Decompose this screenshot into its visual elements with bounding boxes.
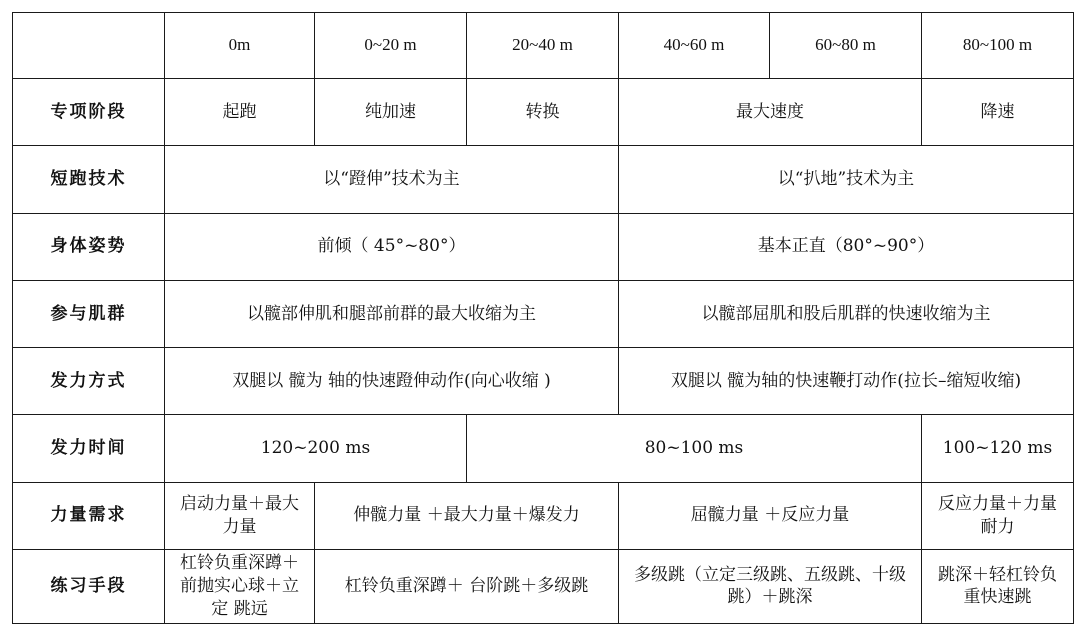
col-header-20-40m: 20~40 m: [467, 13, 619, 79]
posture-right-cell: 基本正直（80°~90°）: [619, 213, 1074, 280]
technique-row: [13, 146, 1074, 213]
col-header-0m: 0m: [165, 13, 315, 79]
technique-left-cell: 以“蹬伸”技术为主: [165, 146, 619, 213]
stage-decel-cell: 降速: [922, 79, 1074, 146]
training-c3-cell: 多级跳（立定三级跳、五级跳、十级跳）＋跳深: [619, 549, 922, 623]
col-header-40-60m: 40~60 m: [619, 13, 770, 79]
row-label-force-mode: 发力方式: [13, 348, 165, 415]
col-header-0-20m: 0~20 m: [315, 13, 467, 79]
technique-right-cell: 以“扒地”技术为主: [619, 146, 1074, 213]
muscles-left-cell: 以髋部伸肌和腿部前群的最大收缩为主: [165, 280, 619, 347]
posture-row: [13, 213, 1074, 280]
training-row: [13, 549, 1074, 623]
force-time-b-cell: 80~100 ms: [467, 415, 922, 482]
strength-c2-cell: 伸髋力量 ＋最大力量＋爆发力: [315, 482, 619, 549]
stage-row: [13, 79, 1074, 146]
corner-cell: [13, 13, 165, 79]
force-time-c-cell: 100~120 ms: [922, 415, 1074, 482]
stage-accel-cell: 纯加速: [315, 79, 467, 146]
strength-row: [13, 482, 1074, 549]
force-mode-row: [13, 348, 1074, 415]
stage-start-cell: 起跑: [165, 79, 315, 146]
training-c2-cell: 杠铃负重深蹲＋ 台阶跳＋多级跳: [315, 549, 619, 623]
force-time-a-cell: 120~200 ms: [165, 415, 467, 482]
posture-left-cell: 前倾（ 45°~80°）: [165, 213, 619, 280]
force-mode-right-cell: 双腿以 髋为轴的快速鞭打动作(拉长–缩短收缩): [619, 348, 1074, 415]
muscles-row: [13, 280, 1074, 347]
force-time-row: [13, 415, 1074, 482]
stage-max-speed-cell: 最大速度: [619, 79, 922, 146]
row-label-muscles: 参与肌群: [13, 280, 165, 347]
row-label-force-time: 发力时间: [13, 415, 165, 482]
row-label-strength: 力量需求: [13, 482, 165, 549]
header-row: [13, 13, 1074, 79]
row-label-training: 练习手段: [13, 549, 165, 623]
strength-c4-cell: 反应力量＋力量耐力: [922, 482, 1074, 549]
training-c4-cell: 跳深＋轻杠铃负重快速跳: [922, 549, 1074, 623]
training-c1-cell: 杠铃负重深蹲＋前抛实心球＋立定 跳远: [165, 549, 315, 623]
col-header-80-100m: 80~100 m: [922, 13, 1074, 79]
row-label-posture: 身体姿势: [13, 213, 165, 280]
strength-c1-cell: 启动力量＋最大力量: [165, 482, 315, 549]
sprint-phase-table: [12, 12, 1074, 624]
muscles-right-cell: 以髋部屈肌和股后肌群的快速收缩为主: [619, 280, 1074, 347]
strength-c3-cell: 屈髋力量 ＋反应力量: [619, 482, 922, 549]
col-header-60-80m: 60~80 m: [770, 13, 922, 79]
force-mode-left-cell: 双腿以 髋为 轴的快速蹬伸动作(向心收缩 ): [165, 348, 619, 415]
row-label-stage: 专项阶段: [13, 79, 165, 146]
stage-transition-cell: 转换: [467, 79, 619, 146]
row-label-technique: 短跑技术: [13, 146, 165, 213]
